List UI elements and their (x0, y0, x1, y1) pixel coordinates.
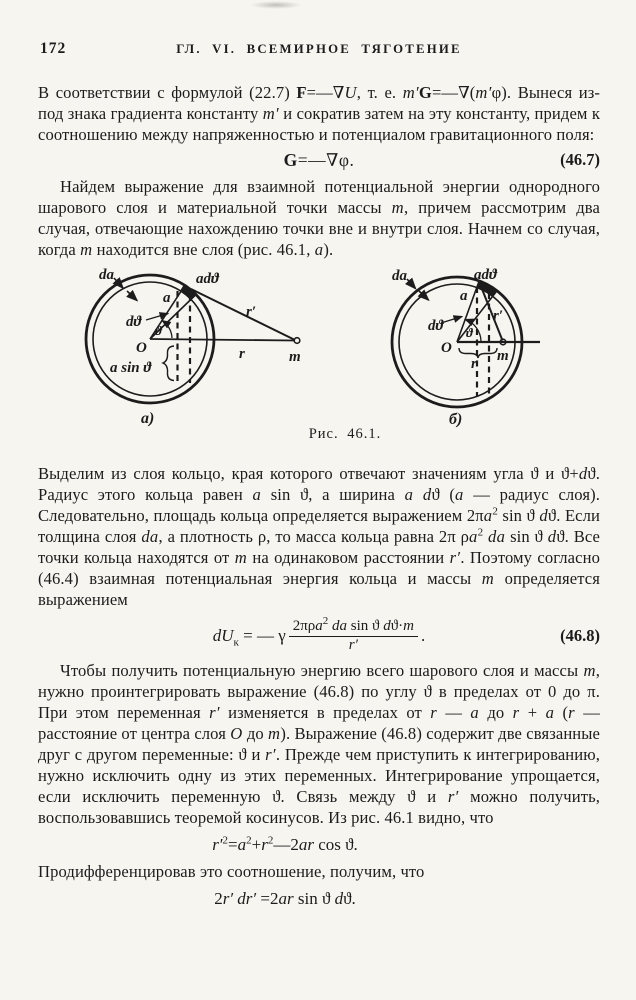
fraction-numerator: 2πρa$^2$ da sin ϑ dϑ·m (289, 618, 418, 637)
diagram-b (392, 267, 540, 428)
equation-46-8-number: (46.8) (560, 626, 600, 645)
mass-point (294, 338, 300, 344)
subcaption-a: а) (141, 410, 155, 427)
figure-caption: Рис. 46.1. (308, 426, 382, 442)
diagram-a (86, 267, 301, 427)
equation-46-7-body: G=—∇φ. (283, 150, 355, 170)
dtheta-arrow (441, 317, 462, 324)
running-header (38, 40, 600, 60)
chapter-title: ГЛ. VI. ВСЕМИРНОЕ ТЯГОТЕНИЕ (176, 42, 462, 56)
label-da: da (99, 267, 114, 283)
label-dtheta: dϑ (428, 318, 444, 334)
equation-46-8 (38, 615, 600, 657)
label-a: a (460, 288, 468, 304)
label-m: m (289, 349, 301, 365)
label-theta: ϑ (466, 325, 473, 340)
paragraph-5: Продифференцировав это соотношение, получим, что (38, 862, 425, 881)
label-a-dtheta: adϑ (196, 271, 219, 287)
da-arrow-inner (127, 291, 137, 301)
figure-46-1-drawing (0, 264, 636, 442)
equation-cosine-body: $r'^2=a^2+r^2—2ar$ cos ϑ. (212, 834, 358, 854)
subcaption-b: б) (449, 411, 463, 428)
label-r: r (471, 356, 477, 372)
page-number: 172 (40, 40, 67, 57)
label-theta: ϑ (155, 323, 162, 338)
label-center-O: O (441, 340, 452, 356)
scan-artifact (250, 1, 302, 9)
label-a-dtheta: adϑ (474, 267, 497, 283)
da-arrow-outer (407, 279, 416, 289)
label-center-O: O (136, 340, 147, 356)
axis-line (150, 339, 294, 341)
label-dtheta: dϑ (126, 314, 142, 330)
label-r-prime: r′ (493, 308, 504, 324)
label-r-prime: r′ (246, 304, 257, 320)
label-a: a (163, 290, 171, 306)
equation-46-7 (38, 148, 600, 172)
paragraph-1: В соответствии с формулой (22.7) F=—∇U, т. е. m′G=—∇(m′φ). Вынеся из-под знака градиента константу m′ и сократив затем на эту константу, придем к соотношению между напряженностью и потенциалом гравитационного поля: (38, 83, 600, 144)
paragraph-3: Выделим из слоя кольцо, края которого отвечают значениям угла ϑ и ϑ+dϑ. Радиус этого кольца равен a sin ϑ, а ширина a dϑ (a — радиус слоя). Следовательно, площадь кольца определяется выражением $2\pi a^2$ sin ϑ dϑ. Если толщина слоя da, а плотность ρ, то масса кольца равна 2π $\rho a^2$ da sin ϑ dϑ. Все точки кольца находятся от m на одинаковом расстоянии r′. Поэтому согласно (46.4) взаимная потенциальная энергия кольца и массы m определяется выражением (38, 464, 601, 609)
paragraph-4: Чтобы получить потенциальную энергию всего шарового слоя и массы m, нужно проинтегрировать выражение (46.8) по углу ϑ в пределах от 0 до π. При этом переменная r′ изменяется в пределах от r — a до r + a (r — расстояние от центра слоя O до m). Выражение (46.8) содержит две связанные друг с другом переменные: ϑ и r′. Прежде чем приступить к интегрированию, нужно исключить одну из этих переменных. Интегрирование упрощается, если исключить переменную ϑ. Связь между ϑ и r′ можно получить, воспользовавшись теоремой косинусов. Из рис. 46.1 видно, что (38, 661, 600, 827)
label-m: m (497, 348, 509, 364)
equation-cosine-theorem (4, 833, 566, 857)
equation-46-8-body (213, 615, 426, 657)
label-a-sin-theta: a sin ϑ (110, 360, 152, 376)
label-da: da (392, 268, 407, 284)
equation-46-8-tail: . (421, 626, 426, 645)
equation-46-8-lhs: $dU_к$ = — γ (212, 626, 286, 649)
a-sin-theta-brace (163, 346, 174, 381)
paragraph-2: Найдем выражение для взаимной потенциальной энергии однородного шарового слоя и материальной точки массы m, причем рассмотрим два случая, отвечающие нахождению точки вне и внутри слоя. Начнем со случая, когда m находится вне слоя (рис. 46.1, а). (38, 177, 600, 259)
equation-46-8-fraction (289, 615, 418, 654)
equation-differentiated-body: 2r′ dr′ =2ar sin ϑ dϑ. (214, 889, 356, 908)
label-r: r (239, 346, 245, 362)
equation-46-7-number: (46.7) (560, 150, 600, 169)
figure-46-1 (0, 264, 636, 442)
equation-differentiated (4, 887, 566, 911)
fraction-denominator: r′ (348, 637, 358, 653)
